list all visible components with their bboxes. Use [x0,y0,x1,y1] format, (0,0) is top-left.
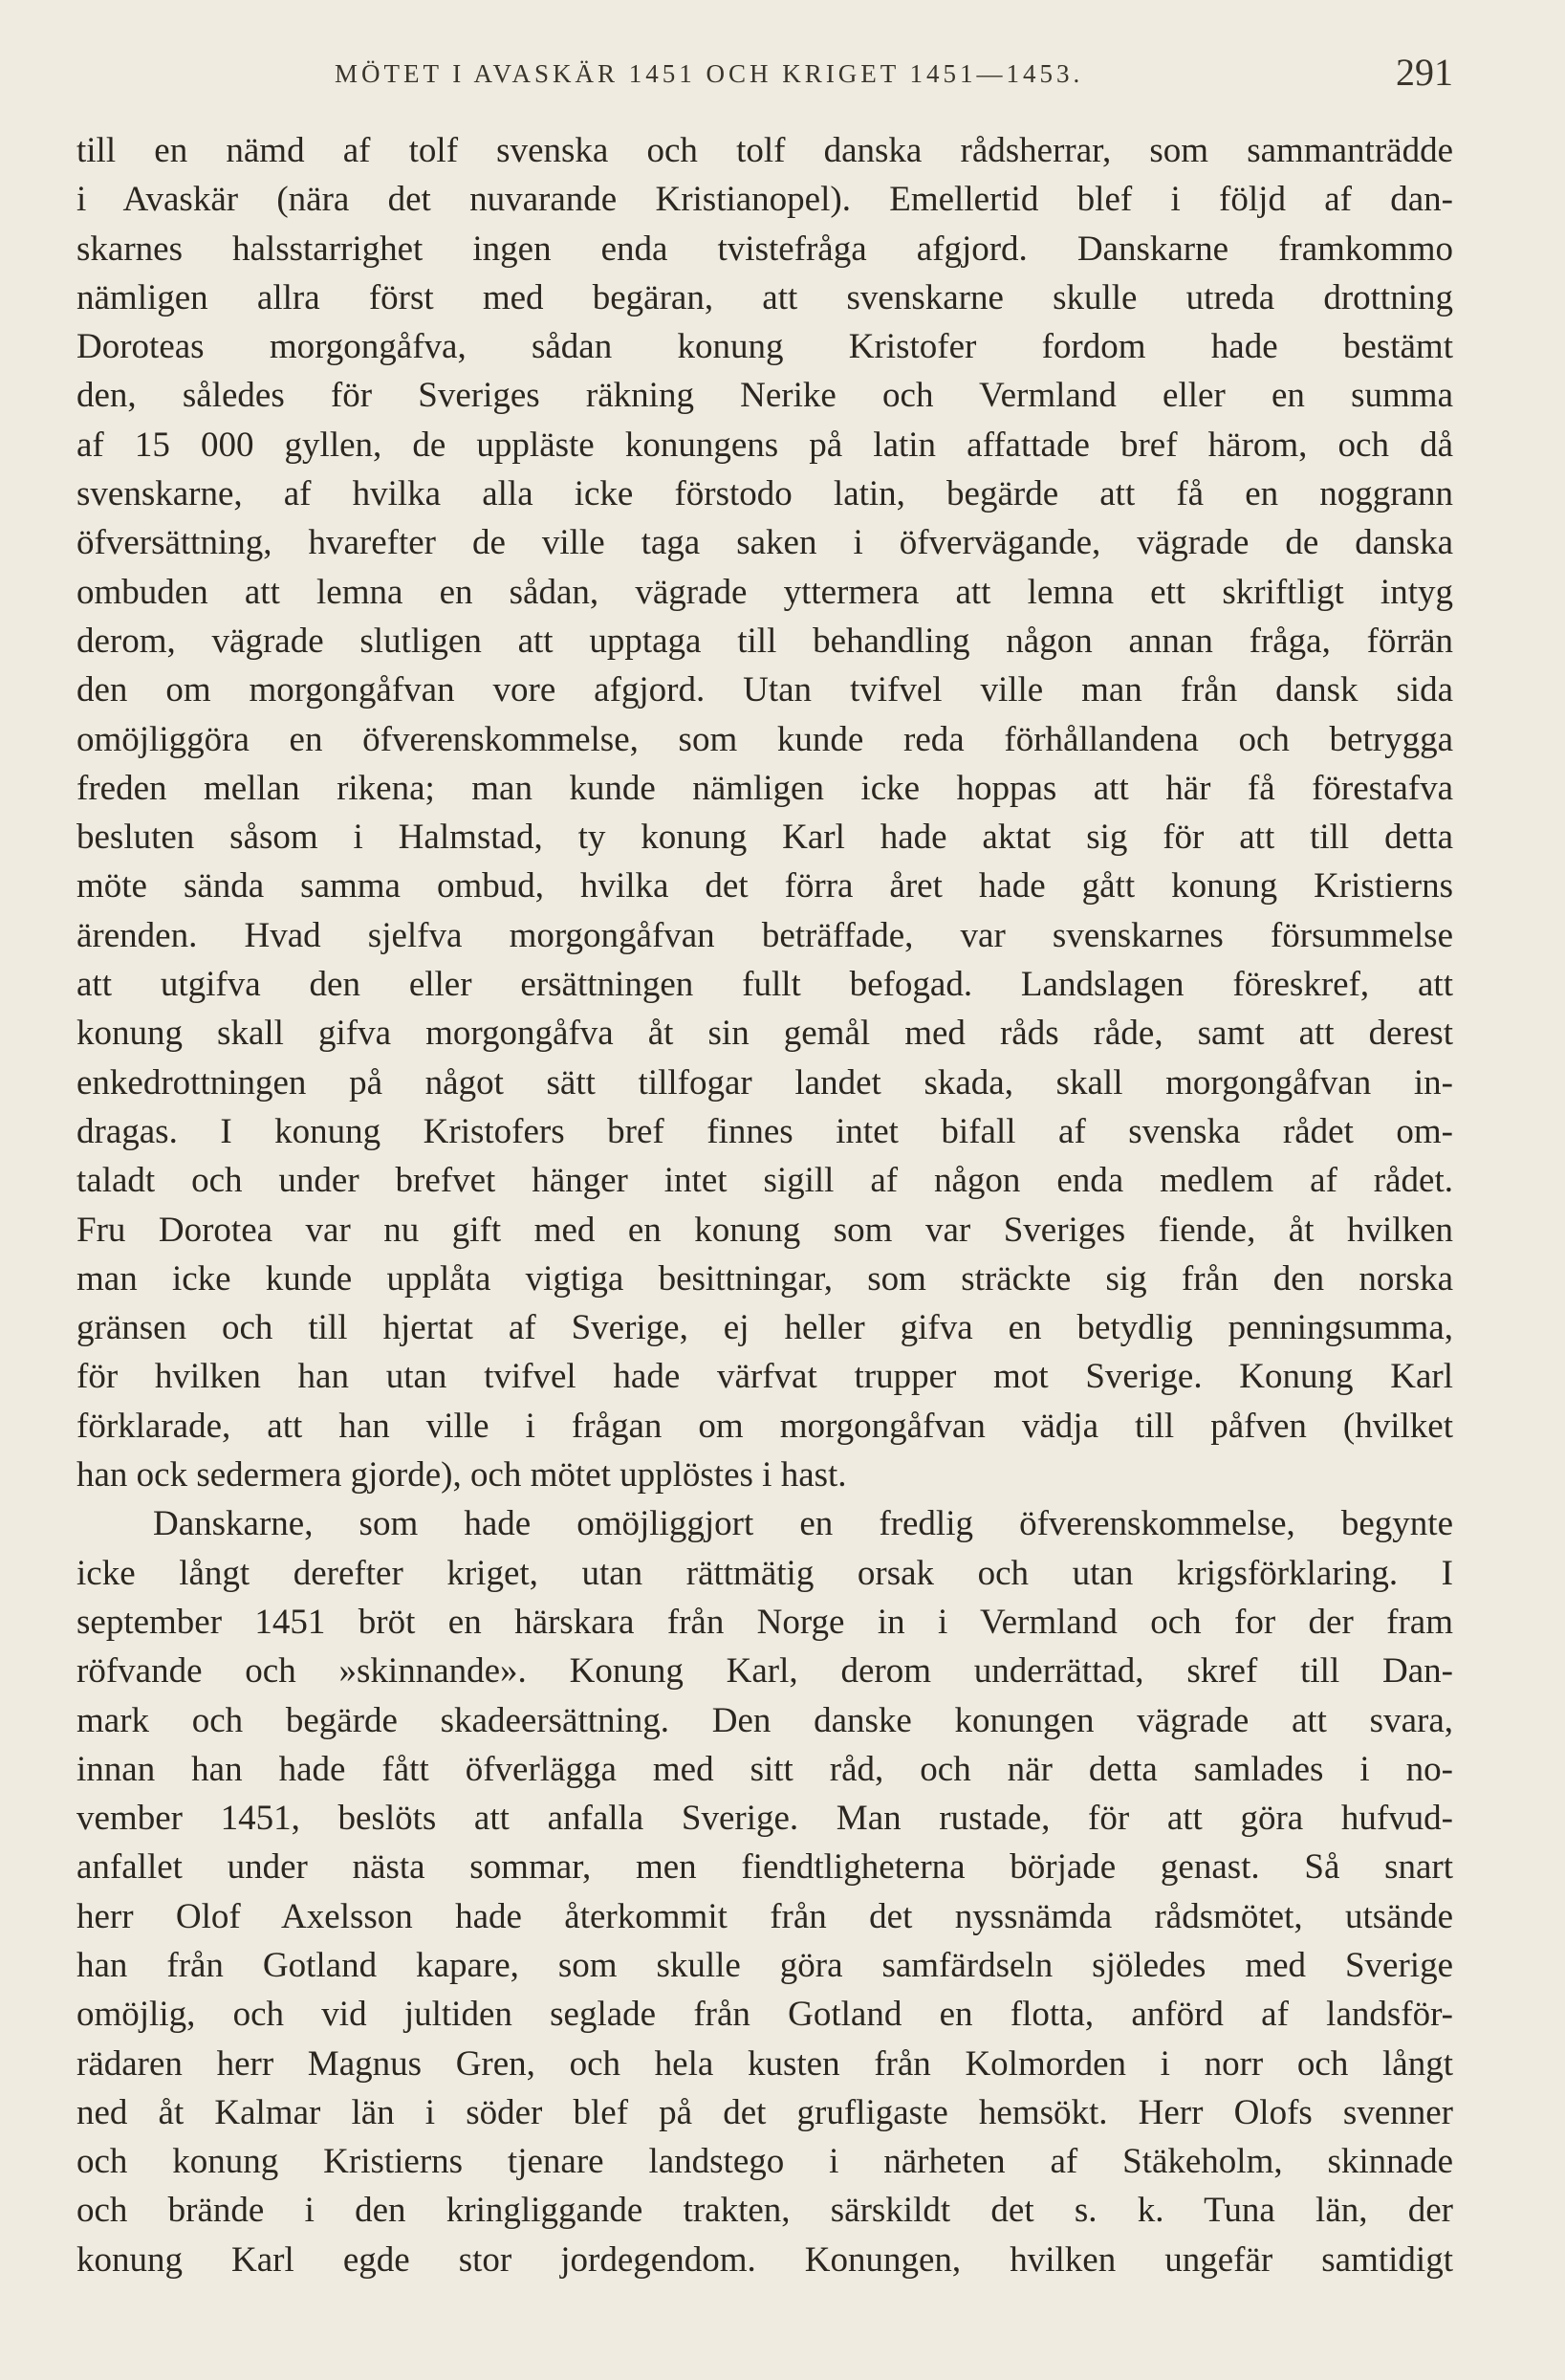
text-line: innan han hade fått öfverlägga med sitt råd, och när detta samlades i no- [76,1749,1453,1789]
text-line: ombuden att lemna en sådan, vägrade yttermera att lemna ett skriftligt intyg [76,572,1453,612]
text-line: röfvande och »skinnande». Konung Karl, derom underrättad, skref till Dan- [76,1651,1453,1692]
text-line: gränsen och till hjertat af Sverige, ej heller gifva en betydlig penningsumma, [76,1308,1453,1348]
text-line: öfversättning, hvarefter de ville taga saken i öfvervägande, vägrade de danska [76,523,1453,563]
text-line: och konung Kristierns tjenare landstego i närheten af Stäkeholm, skinnade [76,2142,1453,2182]
text-line: konung skall gifva morgongåfva åt sin gemål med råds råde, samt att derest [76,1014,1453,1054]
text-line: dragas. I konung Kristofers bref finnes intet bifall af svenska rådet om- [76,1111,1453,1151]
text-line: herr Olof Axelsson hade återkommit från det nyssnämda rådsmötet, utsände [76,1896,1453,1936]
text-line: skarnes halsstarrighet ingen enda tvistefråga afgjord. Danskarne framkommo [76,229,1453,269]
text-line: den om morgongåfvan vore afgjord. Utan tvifvel ville man från dansk sida [76,670,1453,710]
text-line: anfallet under nästa sommar, men fiendtligheterna började genast. Så snart [76,1847,1453,1888]
text-line: för hvilken han utan tvifvel hade värfvat trupper mot Sverige. Konung Karl [76,1357,1453,1397]
text-line: nämligen allra först med begäran, att svenskarne skulle utreda drottning [76,277,1453,317]
running-head: MÖTET I AVASKÄR 1451 OCH KRIGET 1451—1453. [335,59,1084,88]
text-line: till en nämd af tolf svenska och tolf danska rådsherrar, som sammanträdde [76,131,1453,170]
text-line: september 1451 bröt en härskara från Norge in i Vermland och for der fram [76,1602,1453,1642]
text-line: Fru Dorotea var nu gift med en konung som var Sveriges fiende, åt hvilken [76,1210,1453,1250]
text-line: rädaren herr Magnus Gren, och hela kusten från Kolmorden i norr och långt [76,2043,1453,2084]
text-line: man icke kunde upplåta vigtiga besittningar, som sträckte sig från den norska [76,1258,1453,1299]
text-line: omöjlig, och vid jultiden seglade från Gotland en flotta, anförd af landsför- [76,1995,1453,2035]
text-line: enkedrottningen på något sätt tillfogar landet skada, skall morgongåfvan in- [76,1062,1453,1103]
text-line: omöjliggöra en öfverenskommelse, som kunde reda förhållandena och betrygga [76,719,1453,759]
text-line: besluten såsom i Halmstad, ty konung Karl hade aktat sig för att till detta [76,818,1453,858]
text-line: Doroteas morgongåfva, sådan konung Kristofer fordom hade bestämt [76,327,1453,367]
paragraph-end-line: han ock sedermera gjorde), och mötet upplöstes i hast. [76,1455,847,1496]
text-line: taladt och under brefvet hänger intet sigill af någon enda medlem af rådet. [76,1161,1453,1201]
text-line: att utgifva den eller ersättningen fullt befogad. Landslagen föreskref, att [76,965,1453,1005]
text-line: han från Gotland kapare, som skulle göra samfärdseln sjöledes med Sverige [76,1945,1453,1985]
text-line: och brände i den kringliggande trakten, särskildt det s. k. Tuna län, der [76,2191,1453,2231]
text-line: mark och begärde skadeersättning. Den danske konungen vägrade att svara, [76,1700,1453,1740]
paragraph-start-line: Danskarne, som hade omöjliggjort en fredlig öfverenskommelse, begynte [153,1504,1453,1544]
text-line: freden mellan rikena; man kunde nämligen icke hoppas att här få förestafva [76,768,1453,808]
text-line: svenskarne, af hvilka alla icke förstodo latin, begärde att få en noggrann [76,474,1453,514]
text-line: i Avaskär (nära det nuvarande Kristianopel). Emellertid blef i följd af dan- [76,180,1453,220]
text-line: ärenden. Hvad sjelfva morgongåfvan beträffade, var svenskarnes försummelse [76,915,1453,955]
body-text [76,126,1453,2284]
text-line: ned åt Kalmar län i söder blef på det grufligaste hemsökt. Herr Olofs svenner [76,2092,1453,2132]
page-header [76,50,1453,107]
text-line: derom, vägrade slutligen att upptaga till behandling någon annan fråga, förrän [76,621,1453,661]
text-line: möte sända samma ombud, hvilka det förra året hade gått konung Kristierns [76,866,1453,906]
text-line: förklarade, att han ville i frågan om morgongåfvan vädja till påfven (hvilket [76,1406,1453,1446]
page-number: 291 [1396,51,1453,94]
text-line: af 15 000 gyllen, de uppläste konungens på latin affattade bref härom, och då [76,425,1453,465]
text-line: den, således för Sveriges räkning Nerike och Vermland eller en summa [76,376,1453,416]
text-line: icke långt derefter kriget, utan rättmätig orsak och utan krigsförklaring. I [76,1553,1453,1593]
text-line: vember 1451, beslöts att anfalla Sverige. Man rustade, för att göra hufvud- [76,1799,1453,1839]
text-line: konung Karl egde stor jordegendom. Konungen, hvilken ungefär samtidigt [76,2239,1453,2280]
